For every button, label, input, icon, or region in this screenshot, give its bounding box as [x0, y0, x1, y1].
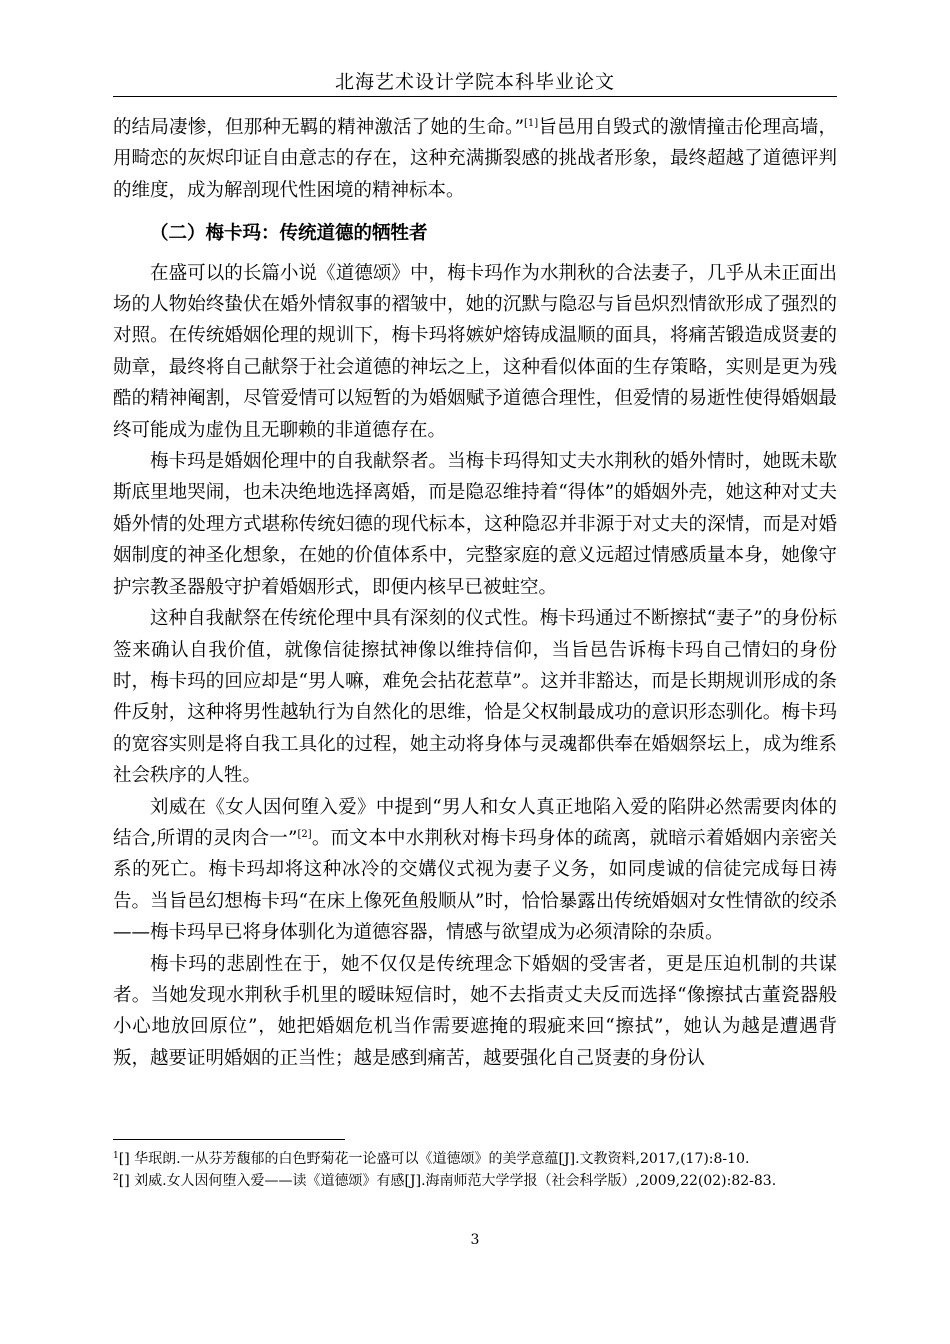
footnote-1: $^1$[] 华珉朗.一从芬芳馥郁的白色野菊花一论盛可以《道德颂》的美学意蕴[J].文教资料,2017,(17):8-10.	[113, 1151, 750, 1167]
paragraph-4: 这种自我献祭在传统伦理中具有深刻的仪式性。梅卡玛通过不断擦拭“妻子”的身份标签来确认自我价值，就像信徒擦拭神像以维持信仰，当旨邑告诉梅卡玛自己情妇的身份时，梅卡玛的回应却是“男人嘛，难免会拈花惹草”。这并非豁达，而是长期规训形成的条件反射，这种将男性越轨行为自然化的思维，恰是父权制最成功的意识形态驯化。梅卡玛的宽容实则是将自我工具化的过程，她主动将身体与灵魂都供奉在婚姻祭坛上，成为维系社会秩序的人牲。	[113, 608, 837, 787]
header-rule	[113, 96, 837, 97]
running-header: 北海艺术设计学院本科毕业论文	[334, 71, 615, 93]
body-text	[113, 112, 837, 1074]
paragraph-3: 梅卡玛是婚姻伦理中的自我献祭者。当梅卡玛得知丈夫水荆秋的婚外情时，她既未歇斯底里地哭闹，也未决绝地选择离婚，而是隐忍维持着“得体”的婚姻外壳，她这种对丈夫婚外情的处理方式堪称传统妇德的现代标本，这种隐忍并非源于对丈夫的深情，而是对婚姻制度的神圣化想象，在她的价值体系中，完整家庭的意义远超过情感质量本身，她像守护宗教圣器般守护着婚姻形式，即便内核早已被蛀空。	[113, 451, 837, 598]
footnotes	[113, 1149, 837, 1191]
paragraph-1: 的结局凄惨，但那种无羁的精神激活了她的生命。”[1]旨邑用自毁式的激情撞击伦理高墙，用畸恋的灰烬印证自由意志的存在，这种充满撕裂感的挑战者形象，最终超越了道德评判的维度，成为解剖现代性困境的精神标本。	[113, 117, 837, 201]
paragraph-5: 刘威在《女人因何堕入爱》中提到“男人和女人真正地陷入爱的陷阱必然需要肉体的结合,所谓的灵肉合一”[2]。而文本中水荆秋对梅卡玛身体的疏离，就暗示着婚姻内亲密关系的死亡。梅卡玛却将这种冰冷的交媾仪式视为妻子义务，如同虔诚的信徒完成每日祷告。当旨邑幻想梅卡玛“在床上像死鱼般顺从”时，恰恰暴露出传统婚姻对女性情欲的绞杀——梅卡玛早已将身体驯化为道德容器，情感与欲望成为必须清除的杂质。	[113, 796, 837, 944]
footnote-2: $^2$[] 刘威.女人因何堕入爱——读《道德颂》有感[J].海南师范大学学报（社会科学版）,2009,22(02):82-83.	[113, 1173, 777, 1189]
footnote-rule	[113, 1139, 345, 1140]
section-heading: （二）梅卡玛：传统道德的牺牲者	[150, 223, 428, 245]
page-number: 3	[470, 1232, 480, 1248]
paragraph-6: 梅卡玛的悲剧性在于，她不仅仅是传统理念下婚姻的受害者，更是压迫机制的共谋者。当她发现水荆秋手机里的暧昧短信时，她不去指责丈夫反而选择“像擦拭古董瓷器般小心地放回原位”，她把婚姻危机当作需要遮掩的瑕疵来回“擦拭”，她认为越是遭遇背叛，越要证明婚姻的正当性；越是感到痛苦，越要强化自己贤妻的身份认	[113, 953, 837, 1069]
paragraph-2: 在盛可以的长篇小说《道德颂》中，梅卡玛作为水荆秋的合法妻子，几乎从未正面出场的人物始终蛰伏在婚外情叙事的褶皱中，她的沉默与隐忍与旨邑炽烈情欲形成了强烈的对照。在传统婚姻伦理的规训下，梅卡玛将嫉妒熔铸成温顺的面具，将痛苦锻造成贤妻的勋章，最终将自己献祭于社会道德的神坛之上，这种看似体面的生存策略，实则是更为残酷的精神阉割，尽管爱情可以短暂的为婚姻赋予道德合理性，但爱情的易逝性使得婚姻最终可能成为虚伪且无聊赖的非道德存在。	[113, 262, 837, 441]
citation-ref-1[interactable]: [1]	[524, 118, 539, 129]
citation-ref-2[interactable]: [2]	[297, 828, 312, 840]
